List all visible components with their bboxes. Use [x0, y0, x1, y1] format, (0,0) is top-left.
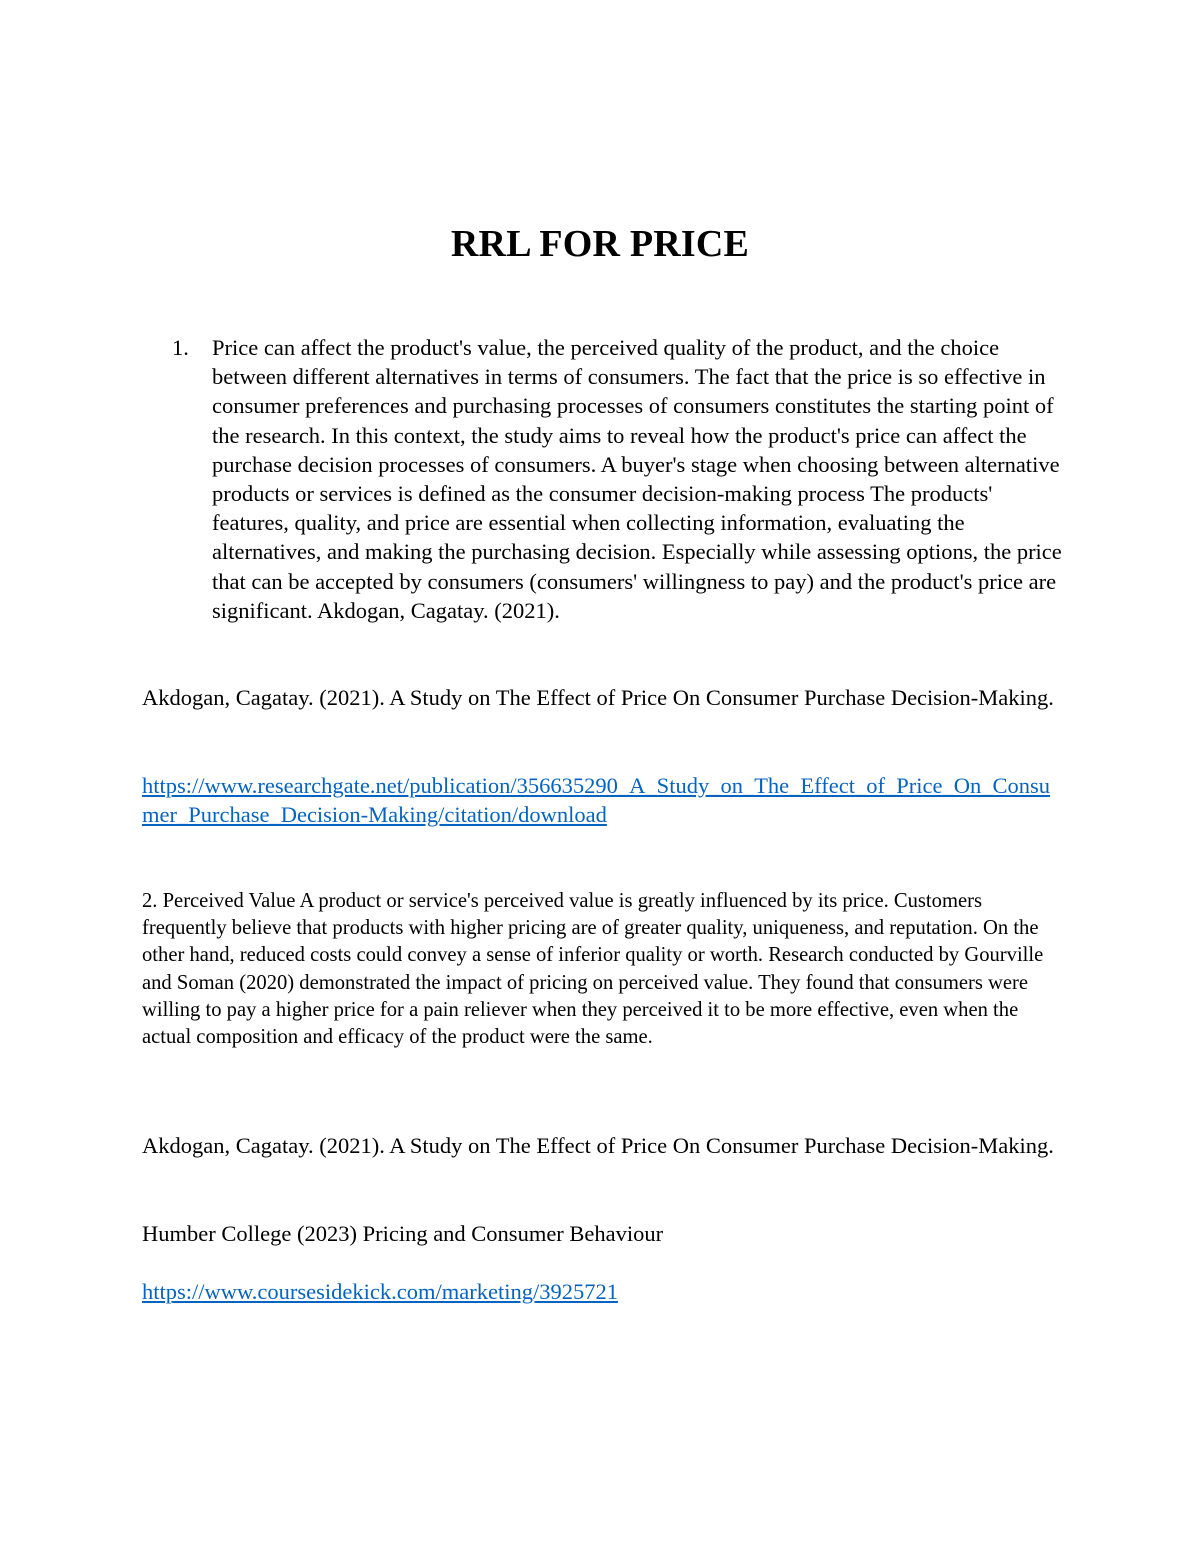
citation-akdogan-1: Akdogan, Cagatay. (2021). A Study on The Effect of Price On Consumer Purchase Decision-Making.: [142, 685, 1054, 710]
researchgate-link[interactable]: https://www.researchgate.net/publication/356635290_A_Study_on_The_Effect_of_Price_On_Consumer_Purchase_Decision-Making/citation/download: [142, 773, 1050, 828]
citation-humber-college: Humber College (2023) Pricing and Consumer Behaviour: [142, 1221, 664, 1246]
coursesidekick-link[interactable]: https://www.coursesidekick.com/marketing/3925721: [142, 1279, 618, 1304]
page-title: RRL FOR PRICE: [450, 223, 750, 265]
citation-akdogan-2: Akdogan, Cagatay. (2021). A Study on The Effect of Price On Consumer Purchase Decision-Making.: [142, 1133, 1054, 1158]
list-item-text: Price can affect the product's value, the perceived quality of the product, and the choice between different alternatives in terms of consumers. The fact that the price is so effective in consumer preferences and purchasing processes of consumers constitutes the starting point of the research. In this context, the study aims to reveal how the product's price can affect the purchase decision processes of consumers. A buyer's stage when choosing between alternative products or services is defined as the consumer decision-making process The products' features, quality, and price are essential when collecting information, evaluating the alternatives, and making the purchasing decision. Especially while assessing options, the price that can be accepted by consumers (consumers' willingness to pay) and the product's price are significant. Akdogan, Cagatay. (2021).: [212, 335, 1062, 623]
perceived-value-paragraph: 2. Perceived Value A product or service's perceived value is greatly influenced by its price. Customers frequently believe that products with higher pricing are of greater quality, uniqueness, and reputation. On the other hand, reduced costs could convey a sense of inferior quality or worth. Research conducted by Gourville and Soman (2020) demonstrated the impact of pricing on perceived value. They found that consumers were willing to pay a higher price for a pain reliever when they perceived it to be more effective, even when the actual composition and efficacy of the product were the same.: [142, 890, 1044, 1049]
list-marker: 1.: [172, 335, 189, 360]
